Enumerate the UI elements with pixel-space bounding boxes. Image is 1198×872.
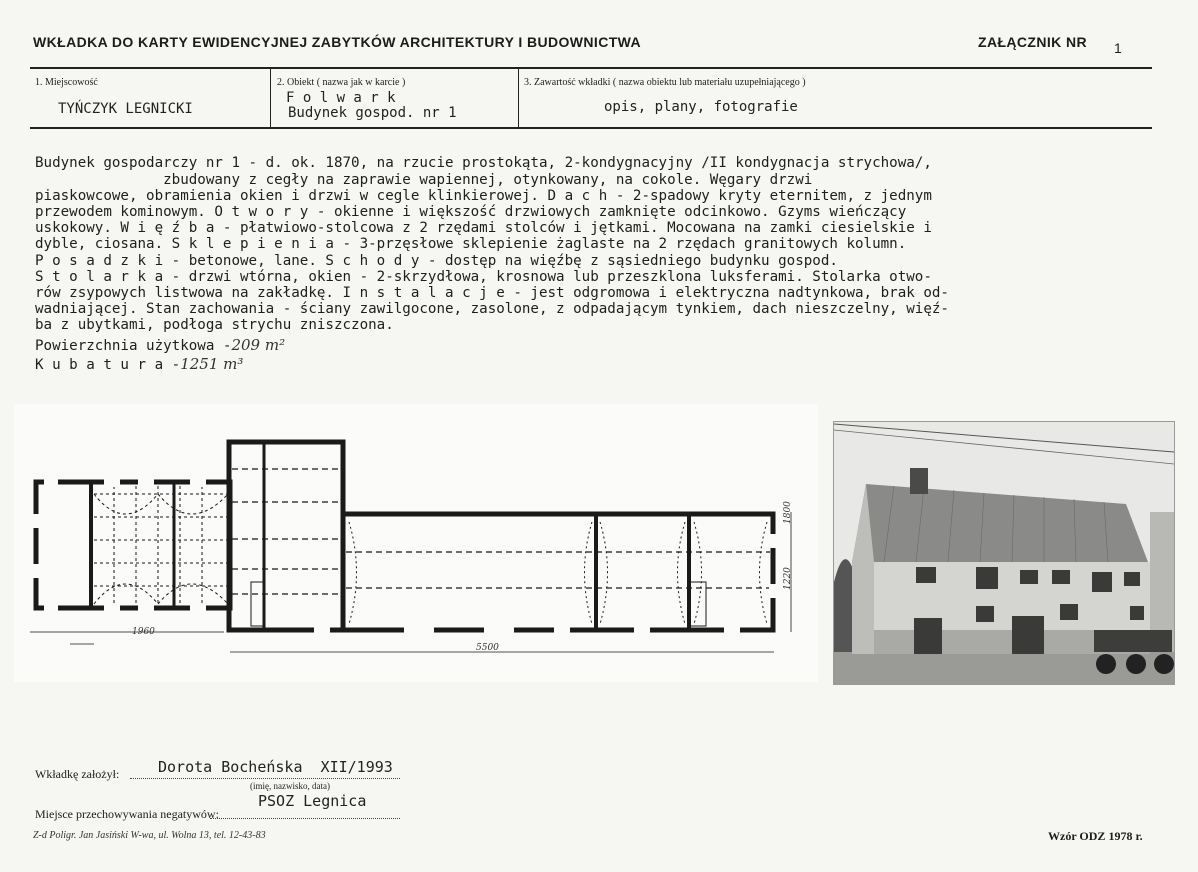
storage-dotted-line bbox=[210, 818, 400, 819]
plan-dim-right-1: 1800 bbox=[783, 501, 793, 524]
plan-dim-left: 1960 bbox=[132, 627, 155, 637]
description-line-10: wadniającej. Stan zachowania - ściany zawilgocone, zasolone, z odpadającym tynkiem, dach nieszczelny, więź- bbox=[35, 301, 949, 317]
description-line-1: Budynek gospodarczy nr 1 - d. ok. 1870, na rzucie prostokąta, 2-kondygnacyjny /II kondygnacja strychowa/, bbox=[35, 155, 932, 171]
description-line-7: P o s a d z k i - betonowe, lane. S c h o d y - dostęp na więźbę z sąsiedniego budynku gospod. bbox=[35, 253, 838, 269]
east-wing-walls bbox=[343, 514, 773, 630]
author-hint: (imię, nazwisko, data) bbox=[250, 781, 330, 791]
storage-label: Miejsce przechowywania negatywów: bbox=[35, 807, 219, 821]
top-rule bbox=[30, 67, 1152, 69]
plan-dim-total: 5500 bbox=[476, 643, 499, 653]
description-line-4: przewodem kominowym. O t w o r y - okienne i większość drzwiowych zamknięte odcinkowo. Gzyms wieńczący bbox=[35, 204, 907, 220]
photo-image bbox=[834, 422, 1174, 684]
field-locality-value: TYŃCZYK LEGNICKI bbox=[58, 101, 193, 117]
description-line-6: dyble, ciosana. S k l e p i e n i a - 3-przęsłowe sklepienie żaglaste na 2 rzędach granitowych kolumn. bbox=[35, 236, 907, 252]
field-contents-label: 3. Zawartość wkładki ( nazwa obiektu lub materiału uzupełniającego ) bbox=[524, 77, 806, 88]
field-divider-1 bbox=[270, 69, 271, 127]
attachment-number: 1 bbox=[1114, 40, 1123, 56]
printer-imprint: Z-d Poligr. Jan Jasiński W-wa, ul. Wolna 13, tel. 12-43-83 bbox=[33, 830, 266, 841]
volume-label: K u b a t u r a - bbox=[35, 357, 181, 373]
description-line-3: piaskowcowe, obramienia okien i drzwi w cegle klinkierowej. D a c h - 2-spadowy kryty eternitem, z jednym bbox=[35, 188, 932, 204]
field-contents-value: opis, plany, fotografie bbox=[604, 99, 798, 115]
field-object-label: 2. Obiekt ( nazwa jak w karcie ) bbox=[277, 77, 406, 88]
card-title: WKŁADKA DO KARTY EWIDENCYJNEJ ZABYTKÓW ARCHITEKTURY I BUDOWNICTWA bbox=[33, 34, 642, 50]
field-object-value-1: F o l w a r k bbox=[286, 90, 396, 106]
field-object-value-2: Budynek gospod. nr 1 bbox=[288, 105, 457, 121]
plan-dim-right-2: 1220 bbox=[783, 567, 793, 590]
building-photograph bbox=[833, 421, 1175, 685]
author-value: Dorota Bocheńska XII/1993 bbox=[158, 758, 393, 776]
author-label: Wkładkę założył: bbox=[35, 767, 120, 781]
field-locality-label: 1. Miejscowość bbox=[35, 77, 98, 88]
storage-value: PSOZ Legnica bbox=[258, 792, 367, 810]
description-line-2: zbudowany z cegły na zaprawie wapiennej, otynkowany, na cokole. Węgary drzwi bbox=[35, 172, 813, 188]
usable-area-label: Powierzchnia użytkowa - bbox=[35, 338, 232, 354]
floor-plan-drawing bbox=[14, 404, 818, 682]
floor-plan-photo bbox=[14, 404, 818, 682]
volume-line bbox=[35, 356, 243, 373]
usable-area-handwritten: 209 m² bbox=[231, 336, 286, 354]
volume-handwritten: 1251 m³ bbox=[180, 355, 244, 373]
description-line-8: S t o l a r k a - drzwi wtórna, okien - 2-skrzydłowa, krosnowa lub przeszklona luksferami. Stolarka otwo- bbox=[35, 269, 932, 285]
field-divider-2 bbox=[518, 69, 519, 127]
vault-pattern bbox=[94, 486, 228, 604]
fields-bottom-rule bbox=[30, 127, 1152, 129]
central-block-walls bbox=[229, 442, 343, 630]
description-line-11: ba z ubytkami, podłoga strychu zniszczona. bbox=[35, 317, 394, 333]
description-line-9: rów zsypowych listwowa na zakładkę. I n s t a l a c j e - jest odgromowa i elektryczna nadtynkowa, brak od- bbox=[35, 285, 949, 301]
description-line-5: uskokowy. W i ę ź b a - płatwiowo-stolcowa z 2 rzędami stolców i jętkami. Mocowana na zamki ciesielskie i bbox=[35, 220, 932, 236]
form-model: Wzór ODZ 1978 r. bbox=[1048, 829, 1143, 843]
west-wing-walls bbox=[36, 482, 230, 608]
author-dotted-line bbox=[130, 778, 400, 779]
usable-area-line bbox=[35, 337, 285, 354]
attachment-label: ZAŁĄCZNIK NR bbox=[978, 34, 1088, 50]
